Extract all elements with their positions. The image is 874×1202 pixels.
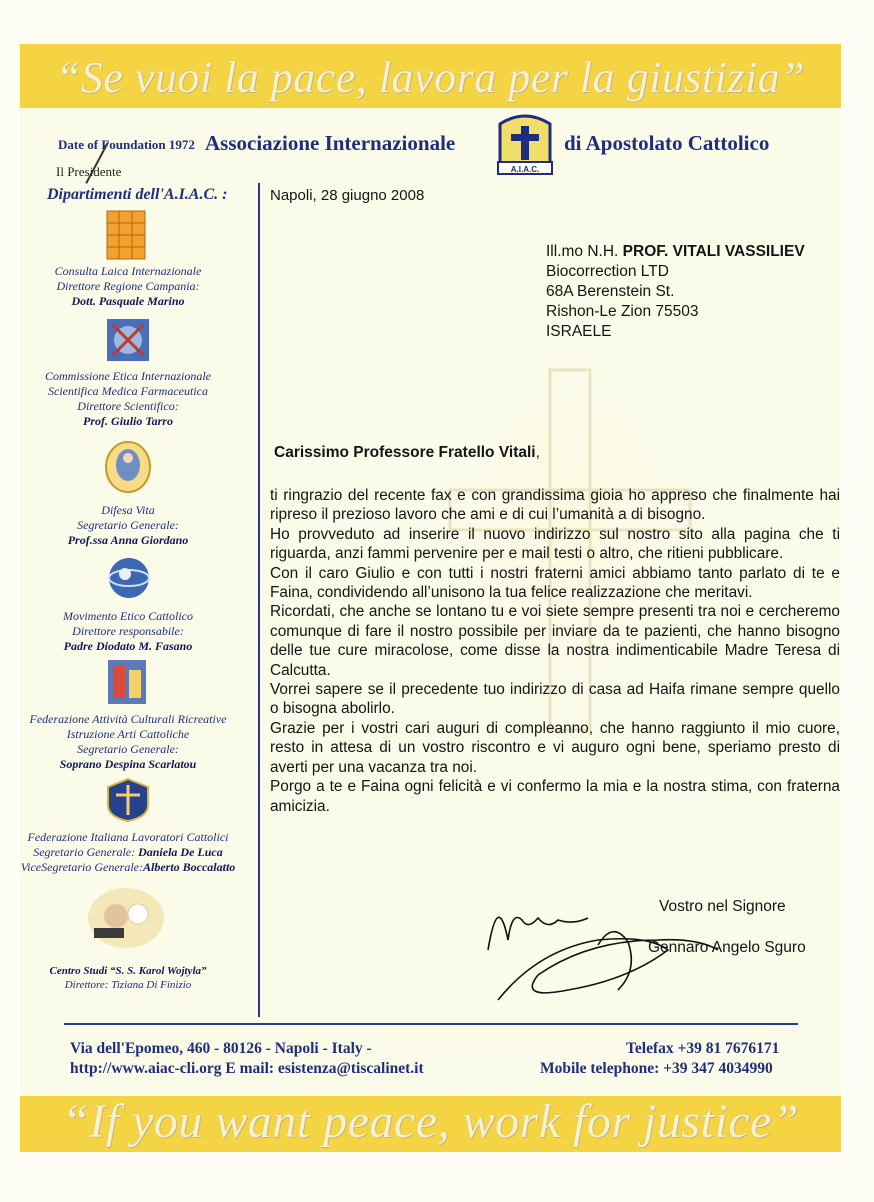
recipient-country: ISRAELE (546, 323, 612, 340)
difesa-vita-emblem-icon (104, 440, 152, 494)
department-role: ViceSegretario Generale: (20, 860, 143, 874)
association-name-right: di Apostolato Cattolico (564, 131, 770, 155)
federazione-culturali-icon (108, 660, 146, 704)
footer-mobile: Mobile telephone: +39 347 4034990 (540, 1060, 773, 1077)
department-director: Soprano Despina Scarlatou (59, 757, 197, 771)
department-line: Istruzione Arti Cattoliche (66, 727, 190, 741)
ethics-commission-icon (107, 319, 149, 361)
body-paragraph: Grazie per i vostri cari auguri di compleanno, che hanno raggiunto il mio cuore, resto in attesa di un vostro riscontro e vi auguro ogni bene, speriamo presto di averti per una vacanza tra noi. (270, 719, 840, 776)
centro-studi-photo-icon (86, 886, 166, 950)
body-paragraph: Vorrei sapere se il precedente tuo indirizzo di casa ad Haifa rimane sempre quello o bisogna abolirlo. (270, 681, 840, 718)
top-motto-text: “Se vuoi la pace, lavora per la giustizia” (55, 53, 806, 102)
department-director: Daniela De Luca (138, 845, 223, 859)
department-director: Prof. Giulio Tarro (83, 414, 173, 428)
body-paragraph: Ricordati, che anche se lontano tu e voi siete sempre presenti tra noi e cercheremo comunque di fare il nostro possibile per inviare da te pazienti, che hanno bisogno delle tue cure miracolose, come disse la nostra indimenticabile Madre Teresa di Calcutta. (270, 603, 840, 679)
department-line: Direttore: Tiziana Di Finizio (64, 979, 192, 991)
logo-text: A.I.A.C. (510, 165, 540, 174)
department-director: Padre Diodato M. Fasano (63, 639, 193, 653)
department-line: Direttore responsabile: (72, 624, 184, 638)
department-line: Direttore Scientifico: (77, 399, 179, 413)
department-federazione-lavoratori (20, 830, 236, 875)
federazione-lavoratori-emblem-icon (106, 777, 150, 823)
aiac-emblem-logo (494, 112, 556, 178)
bottom-motto-text: “If you want peace, work for justice” (61, 1096, 800, 1148)
consulta-emblem-icon (106, 210, 146, 260)
column-divider (258, 183, 260, 1017)
top-motto-banner (20, 44, 841, 108)
president-label: Il Presidente (56, 164, 122, 179)
department-difesa-vita (20, 503, 236, 548)
department-ethics-commission (20, 369, 236, 429)
footer-web-email: http://www.aiac-cli.org E mail: esistenza@tiscalinet.it (70, 1060, 424, 1077)
letter-date: Napoli, 28 giugno 2008 (270, 187, 425, 204)
body-paragraph: ti ringrazio del recente fax e con grandissima gioia ho appreso che finalmente hai ripreso il prezioso lavoro che ami e di cui l’umanità a di bisogno. (270, 487, 840, 524)
letter-greeting (274, 444, 540, 462)
recipient-name: PROF. VITALI VASSILIEV (622, 243, 805, 260)
footer-divider (64, 1023, 798, 1025)
department-role: Segretario Generale: (33, 845, 139, 859)
association-name-left: Associazione Internazionale (205, 131, 456, 155)
body-paragraph: Porgo a te e Faina ogni felicità e vi confermo la mia e la nostra stima, con fraterna amicizia. (270, 778, 840, 815)
department-line: Scientifica Medica Farmaceutica (48, 384, 208, 398)
department-line: Consulta Laica Internazionale (54, 264, 202, 278)
greeting-punctuation: , (535, 444, 540, 461)
recipient-prefix: Ill.mo N.H. (546, 243, 623, 260)
departments-title: Dipartimenti dell'A.I.A.C. : (47, 186, 228, 203)
department-centro-studi (20, 964, 236, 992)
greeting-text: Carissimo Professore Fratello Vitali (274, 444, 536, 461)
department-line: Direttore Regione Campania: (56, 279, 200, 293)
recipient-city: Rishon-Le Zion 75503 (546, 303, 699, 320)
department-line: Difesa Vita (101, 503, 155, 517)
movimento-etico-globe-icon (107, 556, 151, 600)
department-director: Alberto Boccalatto (142, 860, 236, 874)
bottom-motto-banner (20, 1096, 841, 1152)
recipient-address (546, 242, 805, 342)
department-line: Segretario Generale: (77, 518, 179, 532)
signatory-name: Gennaro Angelo Sguro (648, 939, 806, 956)
date-of-foundation: Date of Foundation 1972 (58, 137, 195, 152)
department-director: Dott. Pasquale Marino (71, 294, 185, 308)
department-line: Federazione Italiana Lavoratori Cattolici (27, 830, 229, 844)
body-paragraph: Ho provveduto ad inserire il nuovo indirizzo sul nostro sito alla pagina che ti riguarda, anzi fammi pervenire per e mail testi o altro, che ritieni pubblicare. (270, 525, 840, 563)
department-line: Movimento Etico Cattolico (63, 609, 193, 623)
department-movimento-etico (20, 609, 236, 654)
department-director: Prof.ssa Anna Giordano (67, 533, 189, 547)
department-line: Segretario Generale: (77, 742, 179, 756)
recipient-company: Biocorrection LTD (546, 263, 669, 280)
department-line: Commissione Etica Internazionale (45, 369, 211, 383)
department-line: Federazione Attività Culturali Ricreative (29, 712, 227, 726)
closing-phrase: Vostro nel Signore (659, 898, 786, 915)
footer-telefax: Telefax +39 81 7676171 (626, 1040, 780, 1057)
department-title: Centro Studi “S. S. Karol Wojtyla” (49, 965, 207, 977)
department-consulta (20, 264, 236, 309)
recipient-street: 68A Berenstein St. (546, 283, 675, 300)
letter-body (270, 486, 840, 816)
footer-address: Via dell'Epomeo, 460 - 80126 - Napoli - Italy - (70, 1040, 372, 1057)
body-paragraph: Con il caro Giulio e con tutti i nostri fraterni amici abbiamo tanto parlato di te e Faina, condividendo all’unisono la tua felice realizzazione che meritavi. (270, 564, 840, 602)
department-federazione-culturali (20, 712, 236, 772)
